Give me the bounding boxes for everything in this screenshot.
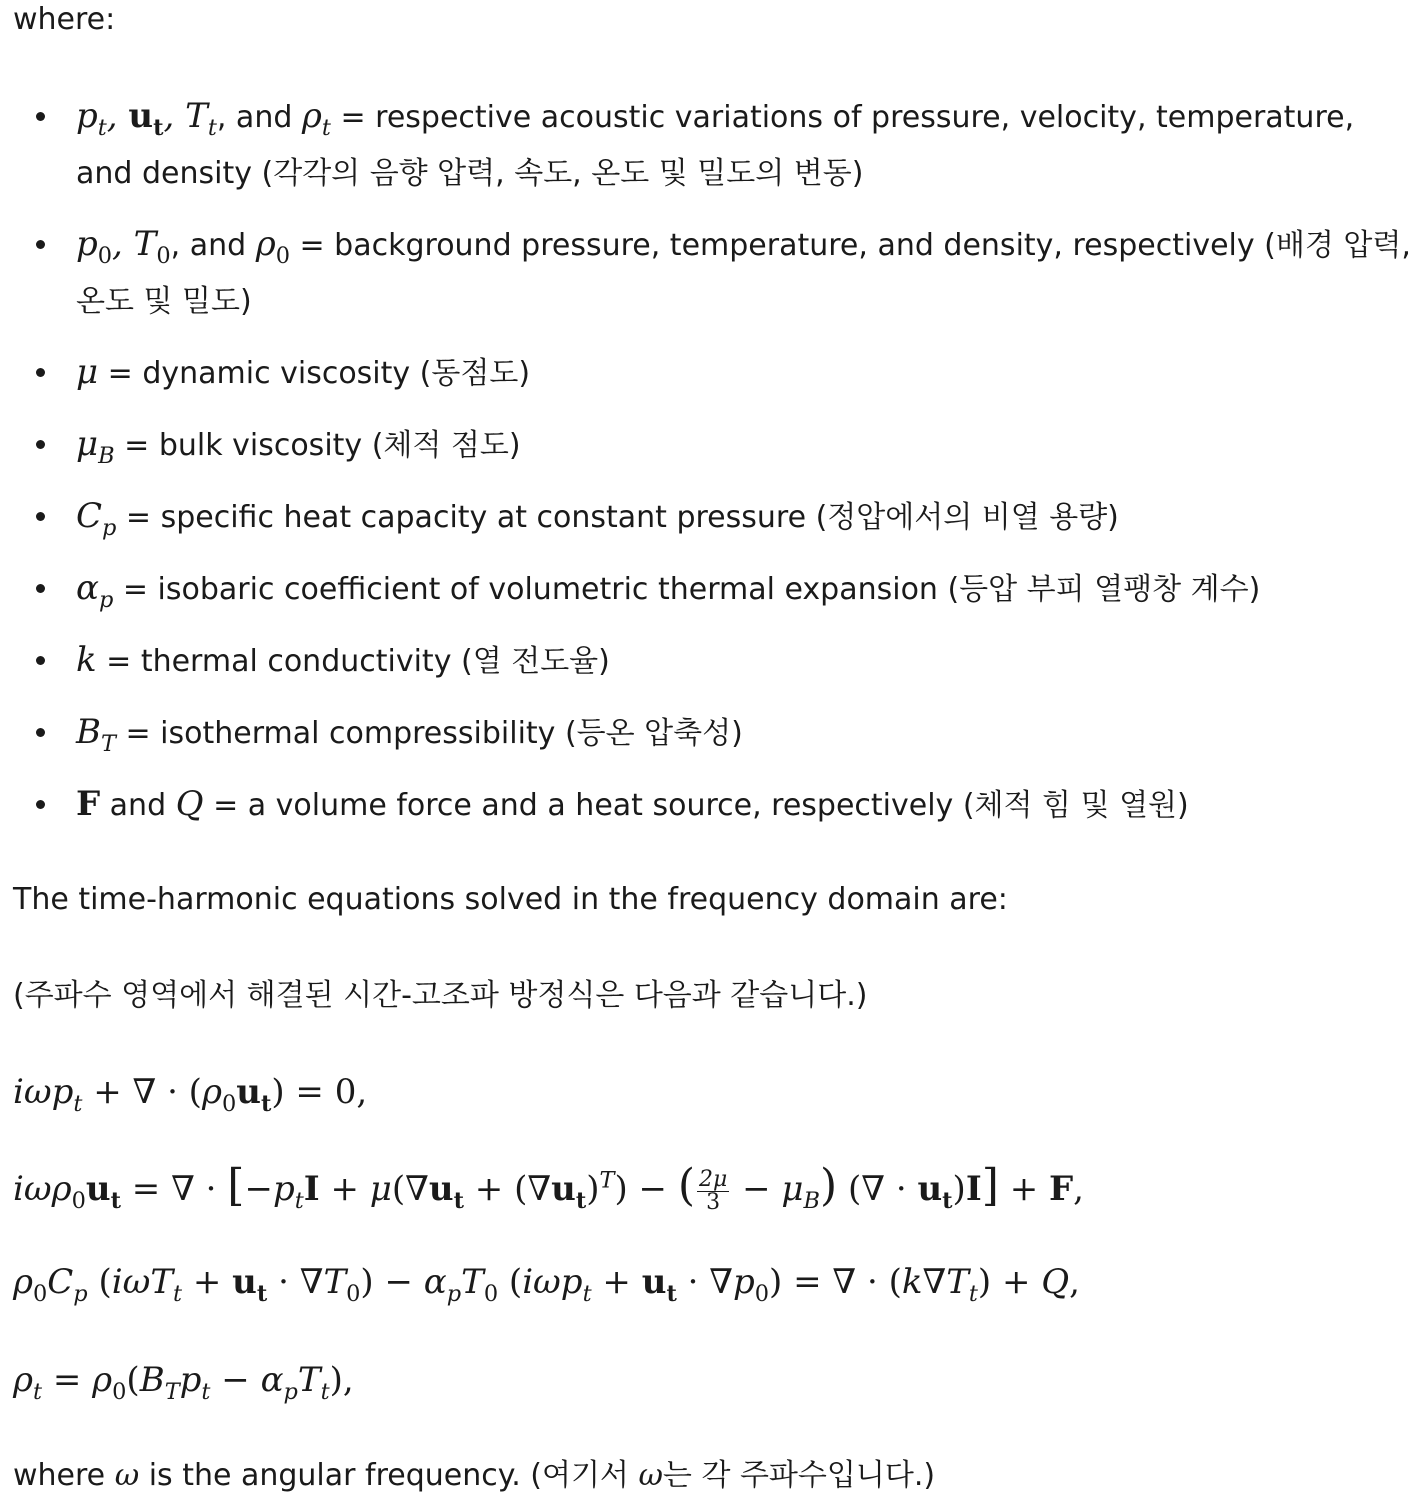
definition-text: = isobaric coefficient of volumetric thermal expansion (등압 부피 열팽창 계수) [113,572,1261,607]
where-label: where: [13,2,116,37]
closing-before-omega: where [13,1458,115,1493]
definition-text: = specific heat capacity at constant pressure (정압에서의 비열 용량) [116,500,1119,535]
definition-symbols: $p_t$, $u_t$, $T_t$ [76,96,217,141]
list-item [76,344,1416,402]
list-item [76,416,1416,474]
closing-after-omega: is the angular frequency. (여기서 [139,1458,639,1493]
list-item [76,632,1416,690]
equation-energy: $\rho_0C_p$ $(i\omega T_t + u_t \cdot \nabla T_0) - \alpha_pT_0$ $(i\omega p_t + u_t \cdot \nabla p_0)$ = ∇ · $(k\nabla T_t) + Q$, [13,1262,1080,1307]
equation-state: $\rho_t = \rho_0(B_Tp_t - \alpha_pT_t)$, [13,1360,354,1405]
definition-symbols-rho: $\rho_0$ [255,224,290,269]
list-item [76,216,1416,330]
definition-and: , and [170,228,256,263]
closing-sentence [13,1458,935,1494]
definition-symbols: $p_0$, $T_0$ [76,224,171,269]
definition-symbols: $C_p$ [76,496,117,541]
list-item [76,704,1416,762]
equation-continuity: iωp$_t$ + ∇ · $(\rho_0u_t) = 0$, [13,1072,368,1117]
definition-text: = background pressure, temperature, and density, respectively (배경 압력, 온도 및 밀도) [76,228,1411,319]
definition-text: = a volume force and a heat source, respectively (체적 힘 및 열원) [203,788,1189,823]
definition-symbols: F [76,784,101,824]
paragraph-time-harmonic-en: The time-harmonic equations solved in the frequency domain are: [13,882,1008,917]
list-item [76,488,1416,546]
list-item [76,560,1416,618]
definition-text: = thermal conductivity (열 전도율) [96,644,610,679]
definition-and: and [100,788,176,823]
definition-and: , and [216,100,302,135]
definition-symbols-q: Q [175,784,204,824]
definition-text: = bulk viscosity (체적 점도) [114,428,521,463]
definition-symbols: $\alpha_p$ [76,568,114,613]
list-item [76,88,1416,202]
omega-symbol: ω [114,1458,140,1493]
definition-symbols-rho: $\rho_t$ [301,96,331,141]
list-item [76,776,1416,834]
closing-end: 는 각 주파수입니다.) [662,1458,936,1493]
definition-text: = dynamic viscosity (동점도) [98,356,531,391]
definition-text: = respective acoustic variations of pressure, velocity, temperature, and density (각각의 음향 압력, 속도, 온도 및 밀도의 변동) [76,100,1355,191]
fraction-two-mu-over-three: $\frac{2\mu}{3}$ [699,1166,728,1215]
paragraph-time-harmonic-ko: (주파수 영역에서 해결된 시간-고조파 방정식은 다음과 같습니다.) [13,978,868,1013]
equation-momentum: $i\omega\rho_0u_t$ = ∇ · [$-p_tI + \mu(\nabla u_t + (\nabla u_t)^T)$ − ( $\frac{2\mu}{3}$ − $\mu_B$) (∇ · $u_t)I] + F$, [13,1160,1084,1215]
definition-symbols: $B_T$ [76,712,116,757]
definition-symbols: $\mu_B$ [76,424,115,469]
omega-symbol-ko: ω [638,1458,663,1493]
definition-symbols: μ [76,352,99,392]
definition-text: = isothermal compressibility (등온 압축성) [115,716,743,751]
definition-symbols: k [76,640,97,680]
